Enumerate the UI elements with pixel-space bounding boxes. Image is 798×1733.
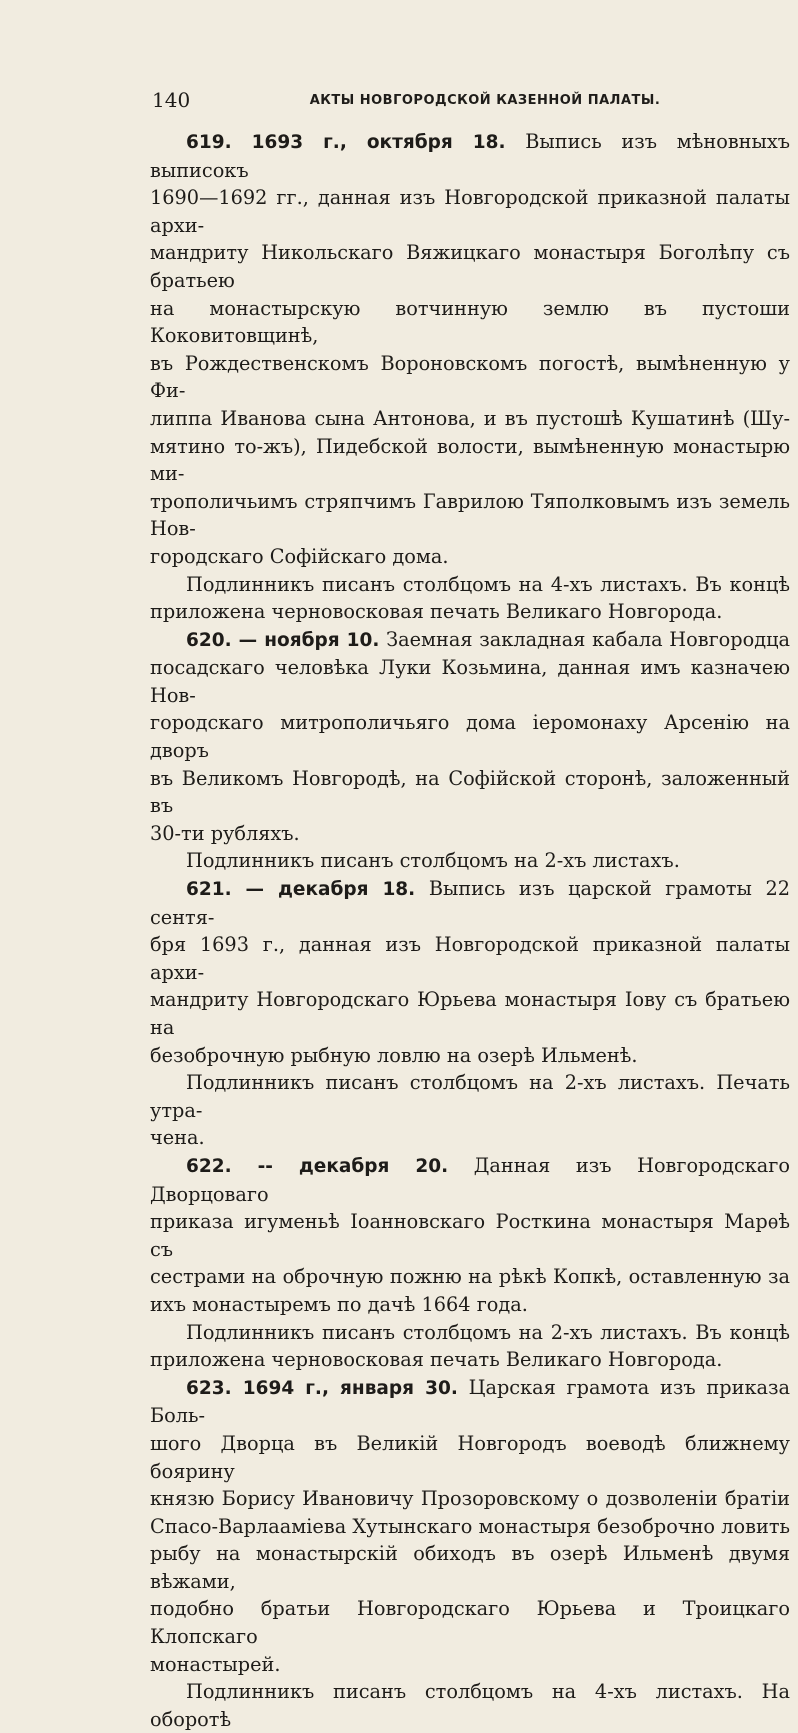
text-line: ихъ монастыремъ по дачѣ 1664 года. <box>150 1292 528 1316</box>
text-line: мандриту Новгородскаго Юрьева монастыря Іову съ братьею на <box>150 988 790 1039</box>
document-note <box>150 847 790 875</box>
text-line: городскаго Софійскаго дома. <box>150 544 449 568</box>
entry-text: Заемная закладная кабала Новгородца <box>379 627 790 651</box>
text-line: монастырей. <box>150 1652 281 1676</box>
text-line: Подлинникъ писанъ столбцомъ на 2-хъ листахъ. Въ концѣ <box>186 1320 790 1344</box>
text-line: бря 1693 г., данная изъ Новгородской приказной палаты архи- <box>150 933 790 984</box>
text-line: шого Дворца въ Великій Новгородъ воеводѣ ближнему боярину <box>150 1431 790 1483</box>
text-line: князю Борису Ивановичу Прозоровскому о дозволеніи братіи <box>150 1487 790 1511</box>
text-line: мятино то-жъ), Пидебской волости, вымѣненную монастырю ми- <box>150 434 790 486</box>
entry-heading: 622. -- декабря 20. <box>186 1155 449 1177</box>
entry-text: Данная изъ Новгородскаго Дворцоваго <box>150 1153 790 1206</box>
text-line: на монастырскую вотчинную землю въ пустоши Коковитовщинѣ, <box>150 296 790 348</box>
entry-heading: 620. — ноября 10. <box>186 629 380 651</box>
text-line <box>150 1374 790 1430</box>
text-line: трополичьимъ стряпчимъ Гаврилою Тяполковымъ изъ земель Нов- <box>150 489 790 541</box>
entry-heading: 623. 1694 г., января 30. <box>186 1377 458 1399</box>
text-line: Подлинникъ писанъ столбцомъ на 4-хъ листахъ. Въ концѣ <box>186 572 790 596</box>
document-body <box>150 128 790 1733</box>
text-line <box>150 875 790 931</box>
text-line: Подлинникъ писанъ столбцомъ на 2-хъ листахъ. Печать утра- <box>150 1071 790 1122</box>
text-line: приказа игуменьѣ Іоанновскаго Росткина монастыря Марѳѣ съ <box>150 1210 790 1261</box>
text-line: сестрами на оброчную пожню на рѣкѣ Копкѣ, оставленную за <box>150 1265 790 1289</box>
entry-heading: 621. — декабря 18. <box>186 879 416 901</box>
text-line: 1690—1692 гг., данная изъ Новгородской приказной палаты архи- <box>150 186 790 237</box>
text-line: чена. <box>150 1126 205 1150</box>
text-line: безоброчную рыбную ловлю на озерѣ Ильменѣ. <box>150 1043 638 1067</box>
document-note <box>150 571 790 626</box>
running-title: АКТЫ НОВГОРОДСКОЙ КАЗЕННОЙ ПАЛАТЫ. <box>309 93 661 108</box>
document-note <box>150 1678 790 1733</box>
document-note <box>150 1069 790 1152</box>
text-line: въ Рождественскомъ Вороновскомъ погостѣ, вымѣненную у Фи- <box>150 351 790 403</box>
text-line: липпа Иванова сына Антонова, и въ пустошѣ Кушатинѣ (Шу- <box>150 406 790 430</box>
text-line: подобно братьи Новгородскаго Юрьева и Троицкаго Клопскаго <box>150 1597 790 1649</box>
text-line <box>150 626 790 655</box>
entry-text: Выпись изъ мѣновныхъ выписокъ <box>150 130 791 182</box>
document-note <box>150 1319 790 1374</box>
entry-text: Выпись изъ царской грамоты 22 сентя- <box>150 877 790 929</box>
entry-text: Царская грамота изъ приказа Боль- <box>150 1375 790 1428</box>
text-line: приложена черновосковая печать Великаго Новгорода. <box>150 600 723 624</box>
document-entry <box>150 626 790 848</box>
text-line: городскаго митрополичьяго дома іеромонаху Арсенію на дворъ <box>150 711 790 763</box>
text-line: Подлинникъ писанъ столбцомъ на 4-хъ листахъ. На оборотѣ <box>150 1680 790 1731</box>
page-number: 140 <box>152 88 191 112</box>
text-line: въ Великомъ Новгородѣ, на Софійской сторонѣ, заложенный въ <box>150 766 790 818</box>
page-header <box>150 88 790 114</box>
text-line: посадскаго человѣка Луки Козьмина, данная имъ казначею Нов- <box>150 656 790 707</box>
document-entry <box>150 1374 790 1679</box>
document-entry <box>150 875 790 1069</box>
text-line: рыбу на монастырскій обиходъ въ озерѣ Ильменѣ двумя вѣжами, <box>150 1542 790 1593</box>
text-line: мандриту Никольскаго Вяжицкаго монастыря Боголѣпу съ братьею <box>150 241 790 292</box>
text-line: приложена черновосковая печать Великаго Новгорода. <box>150 1348 723 1372</box>
text-line <box>150 1152 790 1208</box>
text-line: Спасо-Варлааміева Хутынскаго монастыря безоброчно ловить <box>150 1514 790 1538</box>
document-entry <box>150 1152 790 1319</box>
document-entry <box>150 128 790 571</box>
text-line: 30-ти рубляхъ. <box>150 821 300 845</box>
text-line: Подлинникъ писанъ столбцомъ на 2-хъ листахъ. <box>186 849 680 873</box>
text-line <box>150 128 790 184</box>
entry-heading: 619. 1693 г., октября 18. <box>186 132 506 153</box>
